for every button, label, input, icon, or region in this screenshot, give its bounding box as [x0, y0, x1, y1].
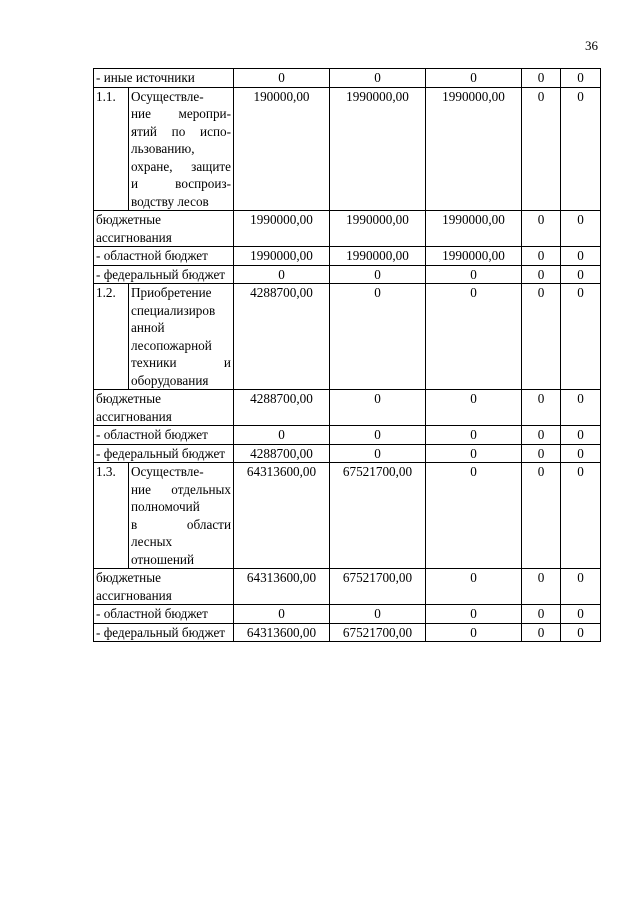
value-cell: 0 — [522, 463, 561, 569]
value-cell: 1990000,00 — [330, 247, 426, 266]
value-cell: 64313600,00 — [234, 623, 330, 642]
description-line: ние меропри- — [131, 106, 231, 121]
table-row-sub — [94, 211, 601, 247]
description-line: ние отдельных — [131, 481, 231, 497]
value-cell: 0 — [426, 569, 522, 605]
value-cell: 1990000,00 — [426, 211, 522, 247]
value-cell: 0 — [426, 265, 522, 284]
table-row-item — [94, 87, 601, 211]
value-cell: 0 — [522, 605, 561, 624]
value-cell: 67521700,00 — [330, 623, 426, 642]
value-cell: 0 — [522, 569, 561, 605]
item-description — [129, 87, 234, 211]
value-cell: 0 — [426, 623, 522, 642]
description-line: анной — [131, 320, 165, 335]
item-code: 1.2. — [94, 284, 129, 390]
value-cell: 64313600,00 — [234, 463, 330, 569]
table-row-sub — [94, 69, 601, 88]
row-label: - федеральный бюджет — [94, 623, 234, 642]
table-row-sub — [94, 444, 601, 463]
row-label: - областной бюджет — [94, 247, 234, 266]
value-cell: 0 — [234, 605, 330, 624]
value-cell: 0 — [522, 284, 561, 390]
value-cell: 0 — [330, 426, 426, 445]
value-cell: 0 — [522, 265, 561, 284]
value-cell: 4288700,00 — [234, 284, 330, 390]
value-cell: 64313600,00 — [234, 569, 330, 605]
page-number: 36 — [585, 38, 598, 53]
description-line: техники и — [131, 355, 231, 370]
value-cell: 0 — [522, 69, 561, 88]
value-cell: 1990000,00 — [426, 87, 522, 211]
description-line: полномочий — [131, 499, 200, 514]
value-cell: 1990000,00 — [330, 87, 426, 211]
value-cell: 0 — [330, 265, 426, 284]
value-cell: 67521700,00 — [330, 569, 426, 605]
row-label: - областной бюджет — [94, 605, 234, 624]
row-label: бюджетные ассигнования — [94, 390, 234, 426]
value-cell: 0 — [234, 426, 330, 445]
value-cell: 0 — [561, 444, 601, 463]
table-row-sub — [94, 623, 601, 642]
value-cell: 0 — [561, 426, 601, 445]
description-line: в области — [131, 516, 231, 532]
value-cell: 1990000,00 — [234, 211, 330, 247]
description-line: Осуществле- — [131, 464, 204, 479]
value-cell: 0 — [561, 623, 601, 642]
value-cell: 0 — [522, 623, 561, 642]
row-label: - иные источники — [94, 69, 234, 88]
description-line: лесопожарной — [131, 337, 212, 353]
value-cell: 0 — [330, 605, 426, 624]
table-row-sub — [94, 390, 601, 426]
value-cell: 4288700,00 — [234, 444, 330, 463]
table-row-sub — [94, 426, 601, 445]
table-row-item — [94, 463, 601, 569]
item-description — [129, 463, 234, 569]
value-cell: 0 — [561, 247, 601, 266]
item-description — [129, 284, 234, 390]
table-row-sub — [94, 247, 601, 266]
value-cell: 0 — [522, 211, 561, 247]
value-cell: 0 — [561, 69, 601, 88]
value-cell: 0 — [561, 265, 601, 284]
value-cell: 1990000,00 — [426, 247, 522, 266]
value-cell: 0 — [522, 390, 561, 426]
table-row-sub — [94, 569, 601, 605]
value-cell: 0 — [426, 390, 522, 426]
description-line: водству лесов — [131, 193, 209, 209]
description-line: отношений — [131, 551, 195, 567]
value-cell: 0 — [426, 463, 522, 569]
description-line: Осуществле- — [131, 88, 204, 104]
value-cell: 0 — [426, 284, 522, 390]
description-line: лесных — [131, 534, 173, 549]
value-cell: 0 — [522, 87, 561, 211]
description-line: оборудования — [131, 372, 209, 388]
value-cell: 4288700,00 — [234, 390, 330, 426]
value-cell: 0 — [561, 463, 601, 569]
value-cell: 0 — [330, 284, 426, 390]
value-cell: 67521700,00 — [330, 463, 426, 569]
value-cell: 0 — [330, 390, 426, 426]
item-code: 1.3. — [94, 463, 129, 569]
description-line: ятий по испо- — [131, 123, 231, 139]
value-cell: 0 — [234, 69, 330, 88]
value-cell: 0 — [561, 390, 601, 426]
value-cell: 0 — [522, 444, 561, 463]
budget-table — [93, 68, 601, 642]
value-cell: 0 — [561, 569, 601, 605]
description-line: специализиров — [131, 302, 216, 318]
description-line: охране, защите — [131, 158, 231, 174]
value-cell: 0 — [330, 69, 426, 88]
value-cell: 0 — [426, 605, 522, 624]
value-cell: 0 — [522, 426, 561, 445]
row-label: - федеральный бюджет — [94, 265, 234, 284]
item-code: 1.1. — [94, 87, 129, 211]
value-cell: 0 — [234, 265, 330, 284]
value-cell: 0 — [426, 426, 522, 445]
value-cell: 190000,00 — [234, 87, 330, 211]
value-cell: 0 — [561, 211, 601, 247]
value-cell: 0 — [522, 247, 561, 266]
value-cell: 1990000,00 — [330, 211, 426, 247]
table-row-sub — [94, 265, 601, 284]
value-cell: 1990000,00 — [234, 247, 330, 266]
value-cell: 0 — [561, 605, 601, 624]
description-line: Приобретение — [131, 285, 212, 300]
description-line: и воспроиз- — [131, 176, 231, 191]
row-label: - областной бюджет — [94, 426, 234, 445]
table-row-sub — [94, 605, 601, 624]
value-cell: 0 — [426, 444, 522, 463]
row-label: бюджетные ассигнования — [94, 211, 234, 247]
value-cell: 0 — [561, 87, 601, 211]
value-cell: 0 — [330, 444, 426, 463]
value-cell: 0 — [426, 69, 522, 88]
row-label: бюджетные ассигнования — [94, 569, 234, 605]
table-row-item — [94, 284, 601, 390]
description-line: льзованию, — [131, 141, 195, 156]
value-cell: 0 — [561, 284, 601, 390]
row-label: - федеральный бюджет — [94, 444, 234, 463]
